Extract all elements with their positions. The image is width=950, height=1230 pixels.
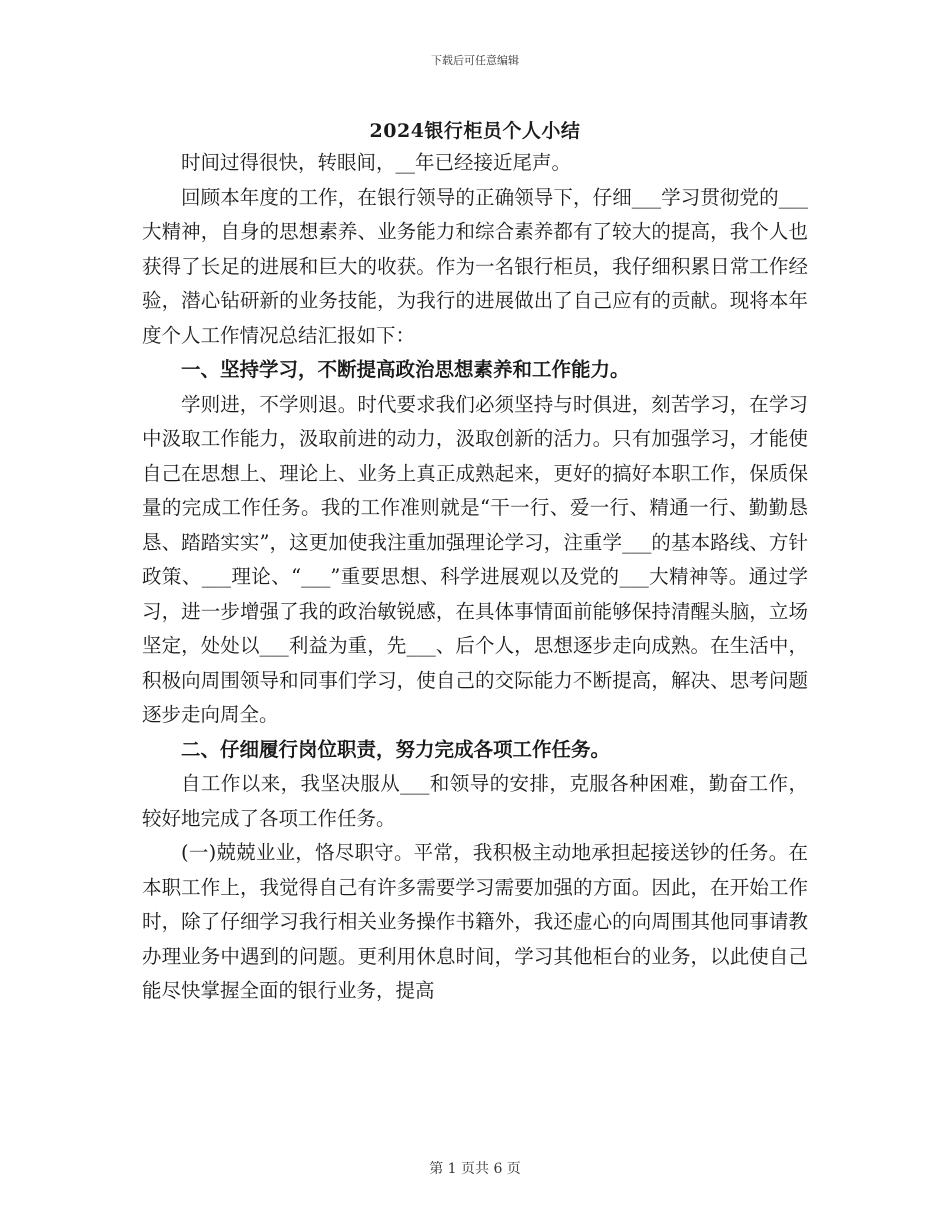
document-title: 2024银行柜员个人小结	[369, 120, 581, 142]
paragraph-learning: 学则进，不学则退。时代要求我们必须坚持与时俱进，刻苦学习，在学习中汲取工作能力，汲取前进的动力，汲取创新的活力。只有加强学习，才能使自己在思想上、理论上、业务上真正成熟起来，更好的搞好本职工作，保质保量的完成工作任务。我的工作准则就是“干一行、爱一行、精通一行、勤勤恳恳、踏踏实实”，这更加使我注重加强理论学习，注重学___的基本路线、方针政策、___理论、“___”重要思想、科学进展观以及党的___大精神等。通过学习，进一步增强了我的政治敏锐感，在具体事情面前能够保持清醒头脑，立场坚定，处处以___利益为重，先___、后个人，思想逐步走向成熟。在生活中，积极向周围领导和同事们学习，使自己的交际能力不断提高，解决、思考问题逐步走向周全。	[142, 392, 808, 726]
page-number: 第 1 页共 6 页	[429, 1161, 521, 1177]
paragraph-duty: 自工作以来，我坚决服从___和领导的安排，克服各种困难，勤奋工作，较好地完成了各项工作任务。	[142, 772, 808, 830]
paragraph-diligence: (一)兢兢业业，恪尽职守。平常，我积极主动地承担起接送钞的任务。在本职工作上，我觉得自己有许多需要学习需要加强的方面。因此，在开始工作时，除了仔细学习我行相关业务操作书籍外，我还虚心的向周围其他同事请教办理业务中遇到的问题。更利用休息时间，学习其他柜台的业务，以此使自己能尽快掌握全面的银行业务，提高	[142, 841, 808, 1002]
paragraph-intro: 时间过得很快，转眼间，__年已经接近尾声。	[181, 151, 572, 174]
document-body	[142, 146, 808, 1009]
section-heading-2: 二、仔细履行岗位职责，努力完成各项工作任务。	[181, 737, 611, 761]
section-heading-1: 一、坚持学习，不断提高政治思想素养和工作能力。	[181, 358, 630, 381]
header-note: 下载后可任意编辑	[431, 54, 519, 67]
paragraph-review: 回顾本年度的工作，在银行领导的正确领导下，仔细___学习贯彻党的___大精神，自身的思想素养、业务能力和综合素养都有了较大的提高，我个人也获得了长足的进展和巨大的收获。作为一名银行柜员，我仔细积累日常工作经验，潜心钻研新的业务技能，为我行的进展做出了自己应有的贡献。现将本年度个人工作情况总结汇报如下：	[142, 185, 808, 347]
